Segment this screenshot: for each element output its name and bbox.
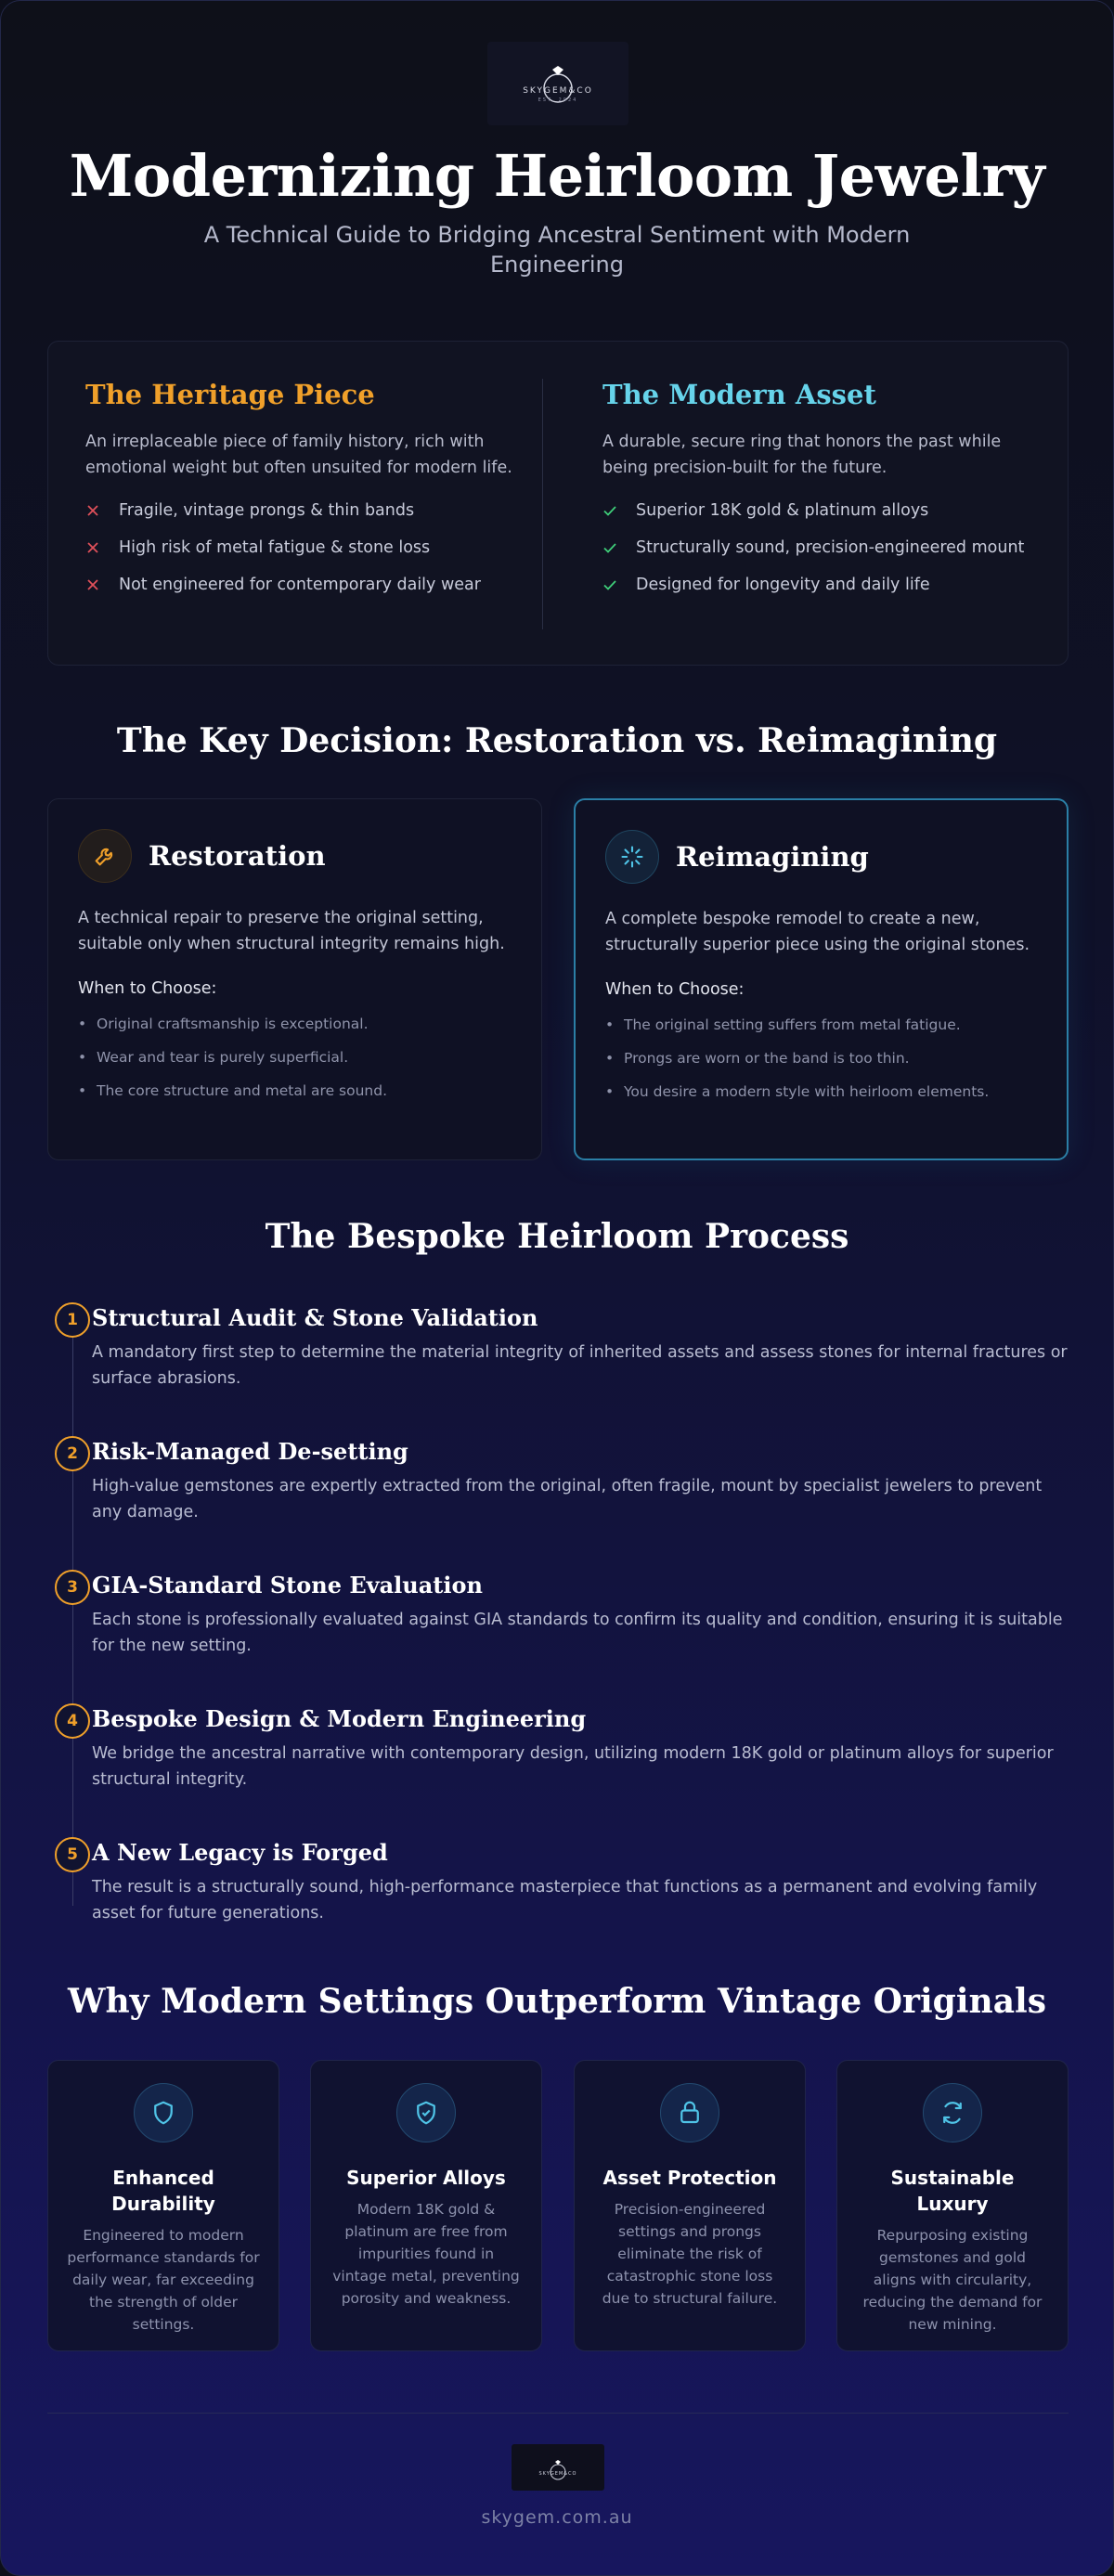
cross-icon xyxy=(85,577,100,592)
heritage-title: The Heritage Piece xyxy=(85,379,375,410)
restoration-item: • Wear and tear is purely superficial. xyxy=(78,1049,349,1066)
footer-url[interactable]: skygem.com.au xyxy=(481,2507,633,2528)
process-timeline xyxy=(72,1319,73,1906)
modern-column xyxy=(602,379,1039,609)
sparkle-icon xyxy=(605,830,659,884)
brand-logo xyxy=(487,42,628,125)
step-title: A New Legacy is Forged xyxy=(92,1839,388,1866)
feature-title: Sustainable Luxury xyxy=(890,2167,1015,2215)
shield-check-icon xyxy=(396,2083,456,2142)
reimagining-item: • The original setting suffers from metal fatigue. xyxy=(605,1016,961,1033)
step-number: 4 xyxy=(55,1703,90,1739)
footer-logo-name: SKYGEM&CO xyxy=(538,2471,577,2477)
step-number: 5 xyxy=(55,1837,90,1872)
reimagining-desc: A complete bespoke remodel to create a new, structurally superior piece using the original stones. xyxy=(605,910,1030,954)
feature-title: Superior Alloys xyxy=(346,2167,506,2189)
feature-card xyxy=(47,2060,279,2351)
heritage-item: High risk of metal fatigue & stone loss xyxy=(85,535,522,561)
step-number: 2 xyxy=(55,1436,90,1471)
logo-tagline: EST. 2024 xyxy=(538,97,578,103)
modern-title: The Modern Asset xyxy=(602,379,876,410)
step-title: GIA-Standard Stone Evaluation xyxy=(92,1572,483,1599)
reimagining-title: Reimagining xyxy=(676,841,869,873)
footer-logo xyxy=(512,2444,604,2491)
step-number: 3 xyxy=(55,1570,90,1605)
step-number: 1 xyxy=(55,1302,90,1338)
restoration-item: • Original craftsmanship is exceptional. xyxy=(78,1016,369,1032)
heritage-item: Not engineered for contemporary daily wear xyxy=(85,572,522,598)
check-icon xyxy=(602,540,617,555)
reimagining-item: • You desire a modern style with heirloom elements. xyxy=(605,1083,990,1100)
step-title: Bespoke Design & Modern Engineering xyxy=(92,1705,587,1732)
check-icon xyxy=(602,577,617,592)
restoration-card xyxy=(47,798,542,1160)
wrench-icon xyxy=(78,829,132,883)
modern-item: Designed for longevity and daily life xyxy=(602,572,1039,598)
step-title: Structural Audit & Stone Validation xyxy=(92,1304,538,1331)
restoration-desc: A technical repair to preserve the original setting, suitable only when structural integrity remains high. xyxy=(78,909,505,953)
heritage-list xyxy=(85,498,522,598)
comparison-panel xyxy=(47,341,1069,666)
restoration-item: • The core structure and metal are sound. xyxy=(78,1082,388,1099)
page-subtitle: A Technical Guide to Bridging Ancestral Sentiment with Modern Engineering xyxy=(203,222,911,278)
restoration-title: Restoration xyxy=(149,840,326,872)
step-desc: High-value gemstones are expertly extracted from the original, often fragile, mount by specialist jewelers to prevent any damage. xyxy=(92,1477,1043,1521)
reimagining-card xyxy=(574,798,1069,1160)
feature-title: Asset Protection xyxy=(602,2167,777,2189)
reimagining-item: • Prongs are worn or the band is too thin. xyxy=(605,1050,910,1067)
cross-icon xyxy=(85,503,100,518)
process-heading: The Bespoke Heirloom Process xyxy=(265,1217,849,1256)
modern-list xyxy=(602,498,1039,598)
feature-card xyxy=(574,2060,806,2351)
modern-desc: A durable, secure ring that honors the past while being precision-built for the future. xyxy=(602,433,1002,477)
feature-desc: Modern 18K gold & platinum are free from impurities found in vintage metal, preventing porosity and weakness. xyxy=(332,2201,520,2307)
step-desc: A mandatory first step to determine the material integrity of inherited assets and assess stones for internal fractures or surface abrasions. xyxy=(92,1343,1068,1388)
check-icon xyxy=(602,503,617,518)
footer-divider xyxy=(47,2413,1069,2414)
decision-heading: The Key Decision: Restoration vs. Reimagining xyxy=(116,721,998,760)
heritage-desc: An irreplaceable piece of family history, rich with emotional weight but often unsuited for modern life. xyxy=(85,433,512,477)
step-desc: We bridge the ancestral narrative with contemporary design, utilizing modern 18K gold or platinum alloys for superior structural integrity. xyxy=(92,1744,1054,1789)
feature-card xyxy=(310,2060,542,2351)
lock-icon xyxy=(660,2083,719,2142)
modern-item: Structurally sound, precision-engineered mount xyxy=(602,535,1039,561)
feature-desc: Repurposing existing gemstones and gold aligns with circularity, reducing the demand for new mining. xyxy=(862,2227,1043,2333)
step-title: Risk-Managed De-setting xyxy=(92,1438,408,1465)
cross-icon xyxy=(85,540,100,555)
ring-logo-icon xyxy=(546,2458,570,2482)
reimagining-when-label: When to Choose: xyxy=(605,980,745,999)
logo-name: SKYGEM&CO xyxy=(523,86,593,96)
feature-title: Enhanced Durability xyxy=(111,2167,215,2215)
heritage-item: Fragile, vintage prongs & thin bands xyxy=(85,498,522,524)
features-heading: Why Modern Settings Outperform Vintage Originals xyxy=(68,1982,1046,2021)
feature-desc: Engineered to modern performance standards for daily wear, far exceeding the strength of older settings. xyxy=(67,2227,260,2333)
heritage-column xyxy=(85,379,522,609)
restoration-when-label: When to Choose: xyxy=(78,979,217,998)
modern-item: Superior 18K gold & platinum alloys xyxy=(602,498,1039,524)
step-desc: The result is a structurally sound, high-performance masterpiece that functions as a permanent and evolving family asset for future generations. xyxy=(92,1878,1038,1922)
recycle-icon xyxy=(923,2083,982,2142)
feature-card xyxy=(836,2060,1069,2351)
step-desc: Each stone is professionally evaluated against GIA standards to confirm its quality and condition, ensuring it is suitable for the new setting. xyxy=(92,1611,1063,1655)
shield-icon xyxy=(134,2083,193,2142)
feature-desc: Precision-engineered settings and prongs eliminate the risk of catastrophic stone loss due to structural failure. xyxy=(602,2201,778,2307)
column-divider xyxy=(542,379,543,629)
page-title: Modernizing Heirloom Jewelry xyxy=(69,142,1045,210)
